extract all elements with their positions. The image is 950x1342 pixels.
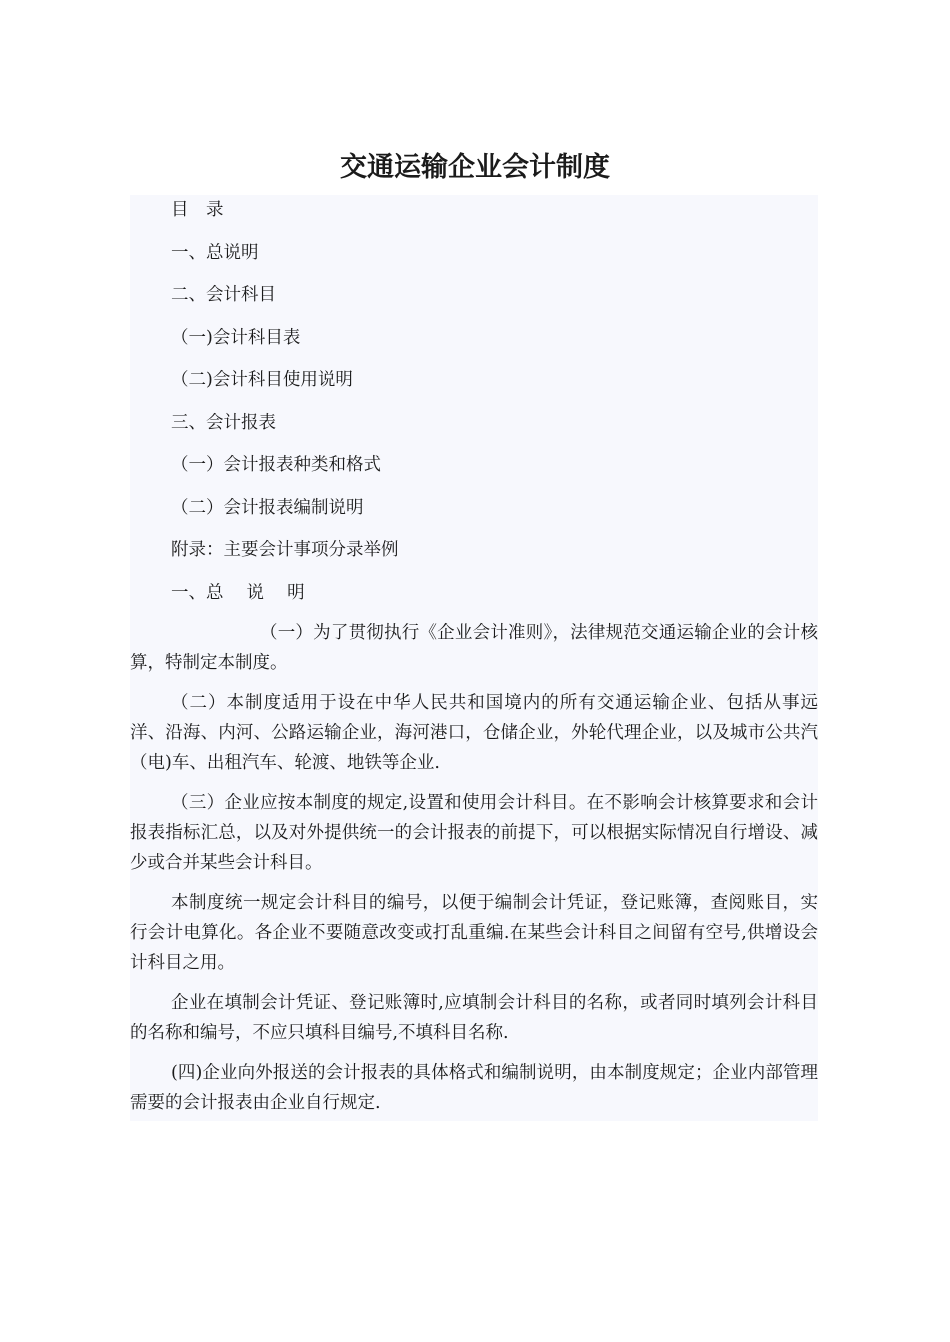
toc-subitem-report-instructions: （二）会计报表编制说明 bbox=[171, 497, 364, 518]
page-title: 交通运输企业会计制度 bbox=[340, 152, 610, 183]
paragraph: （二）本制度适用于设在中华人民共和国境内的所有交通运输企业、包括从事远洋、沿海、内河、公路运输企业，海河港口，仓储企业，外轮代理企业，以及城市公共汽（电)车、出租汽车、轮渡、地铁等企业. bbox=[130, 693, 818, 773]
toc-item-general: 一、总说明 bbox=[171, 242, 259, 263]
paragraph: （三）企业应按本制度的规定,设置和使用会计科目。在不影响会计核算要求和会计报表指标汇总，以及对外提供统一的会计报表的前提下，可以根据实际情况自行增设、减少或合并某些会计科目。 bbox=[130, 793, 818, 873]
table-of-contents bbox=[130, 195, 818, 620]
section-heading-general: 一、总 说 明 bbox=[171, 582, 305, 603]
toc-subitem-report-types: （一）会计报表种类和格式 bbox=[171, 455, 381, 475]
paragraph: （一）为了贯彻执行《企业会计准则》，法律规范交通运输企业的会计核算，特制定本制度。 bbox=[130, 623, 818, 673]
document-body bbox=[130, 195, 818, 1121]
toc-item-accounts: 二、会计科目 bbox=[171, 285, 276, 305]
toc-item-reports: 三、会计报表 bbox=[171, 412, 276, 433]
paragraph: 企业在填制会计凭证、登记账簿时,应填制会计科目的名称，或者同时填列会计科目的名称和编号，不应只填科目编号,不填科目名称. bbox=[130, 993, 818, 1043]
paragraph: 本制度统一规定会计科目的编号，以便于编制会计凭证，登记账簿，查阅账目，实行会计电算化。各企业不要随意改变或打乱重编.在某些会计科目之间留有空号,供增设会计科目之用。 bbox=[130, 893, 818, 973]
paragraph: (四)企业向外报送的会计报表的具体格式和编制说明，由本制度规定；企业内部管理需要的会计报表由企业自行规定. bbox=[130, 1063, 818, 1113]
toc-heading: 目 录 bbox=[171, 200, 224, 220]
toc-item-appendix: 附录：主要会计事项分录举例 bbox=[171, 540, 399, 560]
toc-subitem-account-table: （一)会计科目表 bbox=[171, 327, 301, 348]
toc-subitem-account-usage: （二)会计科目使用说明 bbox=[171, 370, 353, 390]
